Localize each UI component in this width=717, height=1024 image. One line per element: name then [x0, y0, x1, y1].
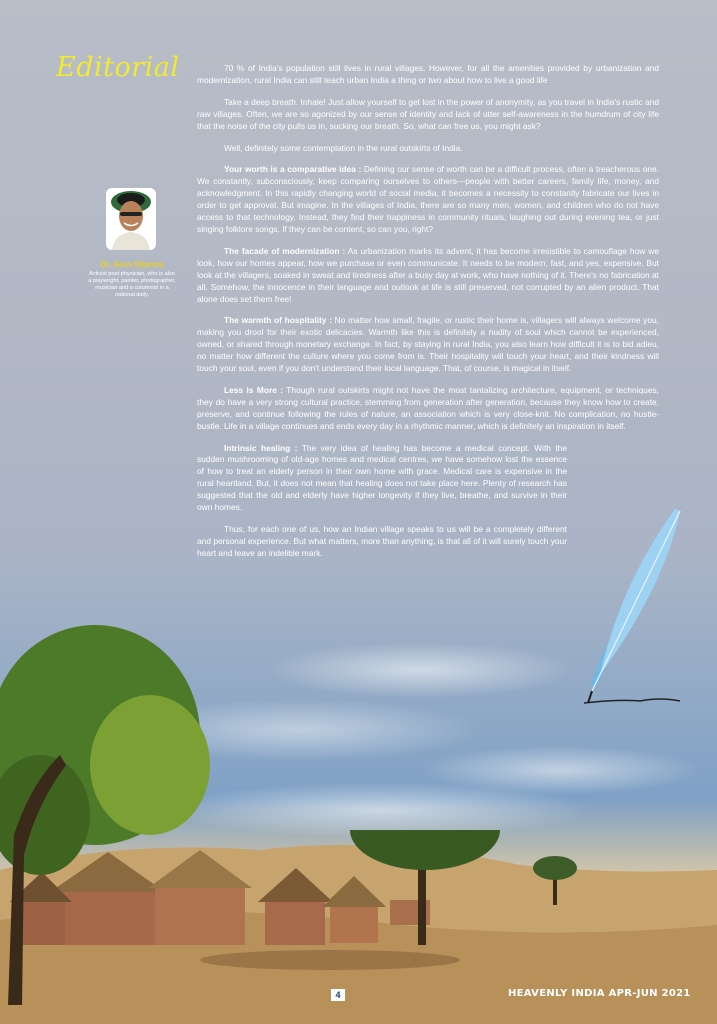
section-text: As urbanization marks its advent, it has become irresistible to camouflage how we look, how our homes appear, how we purchase or even communicate. It needs to be modern, fast, and yes, expensive. But look at the villagers, soaked in sweat and tiredness after a busy day at work, who have nothing of it. There's no fabrication at all. Somehow, the innocence in their language and outlook at life is still preserved, not corrupted by an alien product. That alone does set them free!: [197, 245, 659, 304]
section-facade: [197, 246, 659, 306]
section-text: Though rural outskirts might not have the most tantalizing architecture, equipment, or techniques, they do have a very strong cultural practice, stemming from generation after generation, because they know how to create, preserve, and continue following the rules of nature, an association which is very close-knit. No complication, no hustle-bustle. Life in a village continues and ends every day in a rhythmic manner, which is definitely an inspiration in itself.: [197, 384, 659, 431]
magazine-name: HEAVENLY INDIA: [508, 988, 605, 999]
issue-date: APR-JUN 2021: [608, 988, 691, 999]
section-text: No matter how small, fragile, or rustic their home is, villagers will always welcome you, making you drool for their exotic delicacies. Warmth like this is definitely a nudity of soul which cannot be experienced, owned, or shared through monetary exchange. In fact, by staying in rural India, you also learn how difficult it is to bid adieu, no matter how different the culture where you come from is. Their hospitality will touch your heart, and their kindness will touch your soul, even if you don't understand their local language. That, of course, is magical in itself.: [197, 315, 659, 374]
section-heading: Less is More :: [224, 384, 284, 395]
section-heading: Your worth is a comparative idea :: [224, 164, 362, 175]
page-number: 4: [331, 989, 345, 1001]
author-photo: [106, 188, 156, 250]
article-paragraph: 70 % of India's population still lives in rural villages. However, for all the amenities provided by urbanization and modernization, rural India can still teach urban India a thing or two about how to live a good life: [197, 63, 659, 85]
section-less-is-more: [197, 385, 659, 433]
section-heading: The facade of modernization :: [224, 245, 346, 256]
author-name: Dr. Arun Sharma: [100, 260, 164, 269]
section-heading: The warmth of hospitality :: [224, 315, 332, 326]
section-heading: Intrinsic healing :: [224, 442, 298, 453]
section-hospitality: [197, 315, 659, 375]
section-text: The very idea of healing has become a medical concept. With the sudden mushrooming of old-age homes and medical centres, we have somehow lost the essence of how to treat an elderly person in their own home with grace. Medical care is expensive in the rural heartland. But, it does not mean that healing does not take place here. Plenty of research has suggested that the old and elderly have higher longevity if they live, breathe, and survive in their own homes.: [197, 442, 567, 513]
magazine-footer: [508, 988, 691, 999]
article-paragraph: Well, definitely some contemplation in the rural outskirts of India.: [224, 142, 463, 153]
article-paragraph: Take a deep breath. Inhale! Just allow yourself to get lost in the power of anonymity, as you travel in India's rustic and raw villages. Often, we are so agonized by our sense of identity and lack of utter self-awareness in the humdrum of city life that the noise of the city pulls us in, sucking our breath. So, what can free us, you might ask?: [197, 96, 659, 131]
closing-paragraph: Thus, for each one of us, how an Indian village speaks to us will be a completely different and personal experience. But what matters, more than anything, is that all of it will surely touch your heart and leave an indelible mark.: [197, 524, 567, 558]
article-body: [197, 63, 659, 570]
section-your-worth: [197, 164, 659, 235]
author-bio: Activist poet physician, who is also a playwright, painter, photographer, musician and a columnist in a national daily.: [88, 271, 176, 298]
acacia-tree-left: [0, 615, 210, 1005]
page-title: Editorial: [56, 52, 180, 83]
section-text: Defining our sense of worth can be a difficult process, often a treacherous one. We constantly, subconsciously, keep comparing ourselves to others—people with better careers, family life, money, and acknowledgment. In this rapidly changing world of social media, it becomes a necessity to constantly fabricate our lives in order to get approval. But imagine. In the villages of India, there are so many men, women, and children who do not have access to that technology. Instead, they find their happiness in community rituals, laughing out during evening tea, or just singing folklore songs. If they can be content, so can you, right?: [197, 164, 659, 234]
section-healing: [197, 443, 567, 514]
